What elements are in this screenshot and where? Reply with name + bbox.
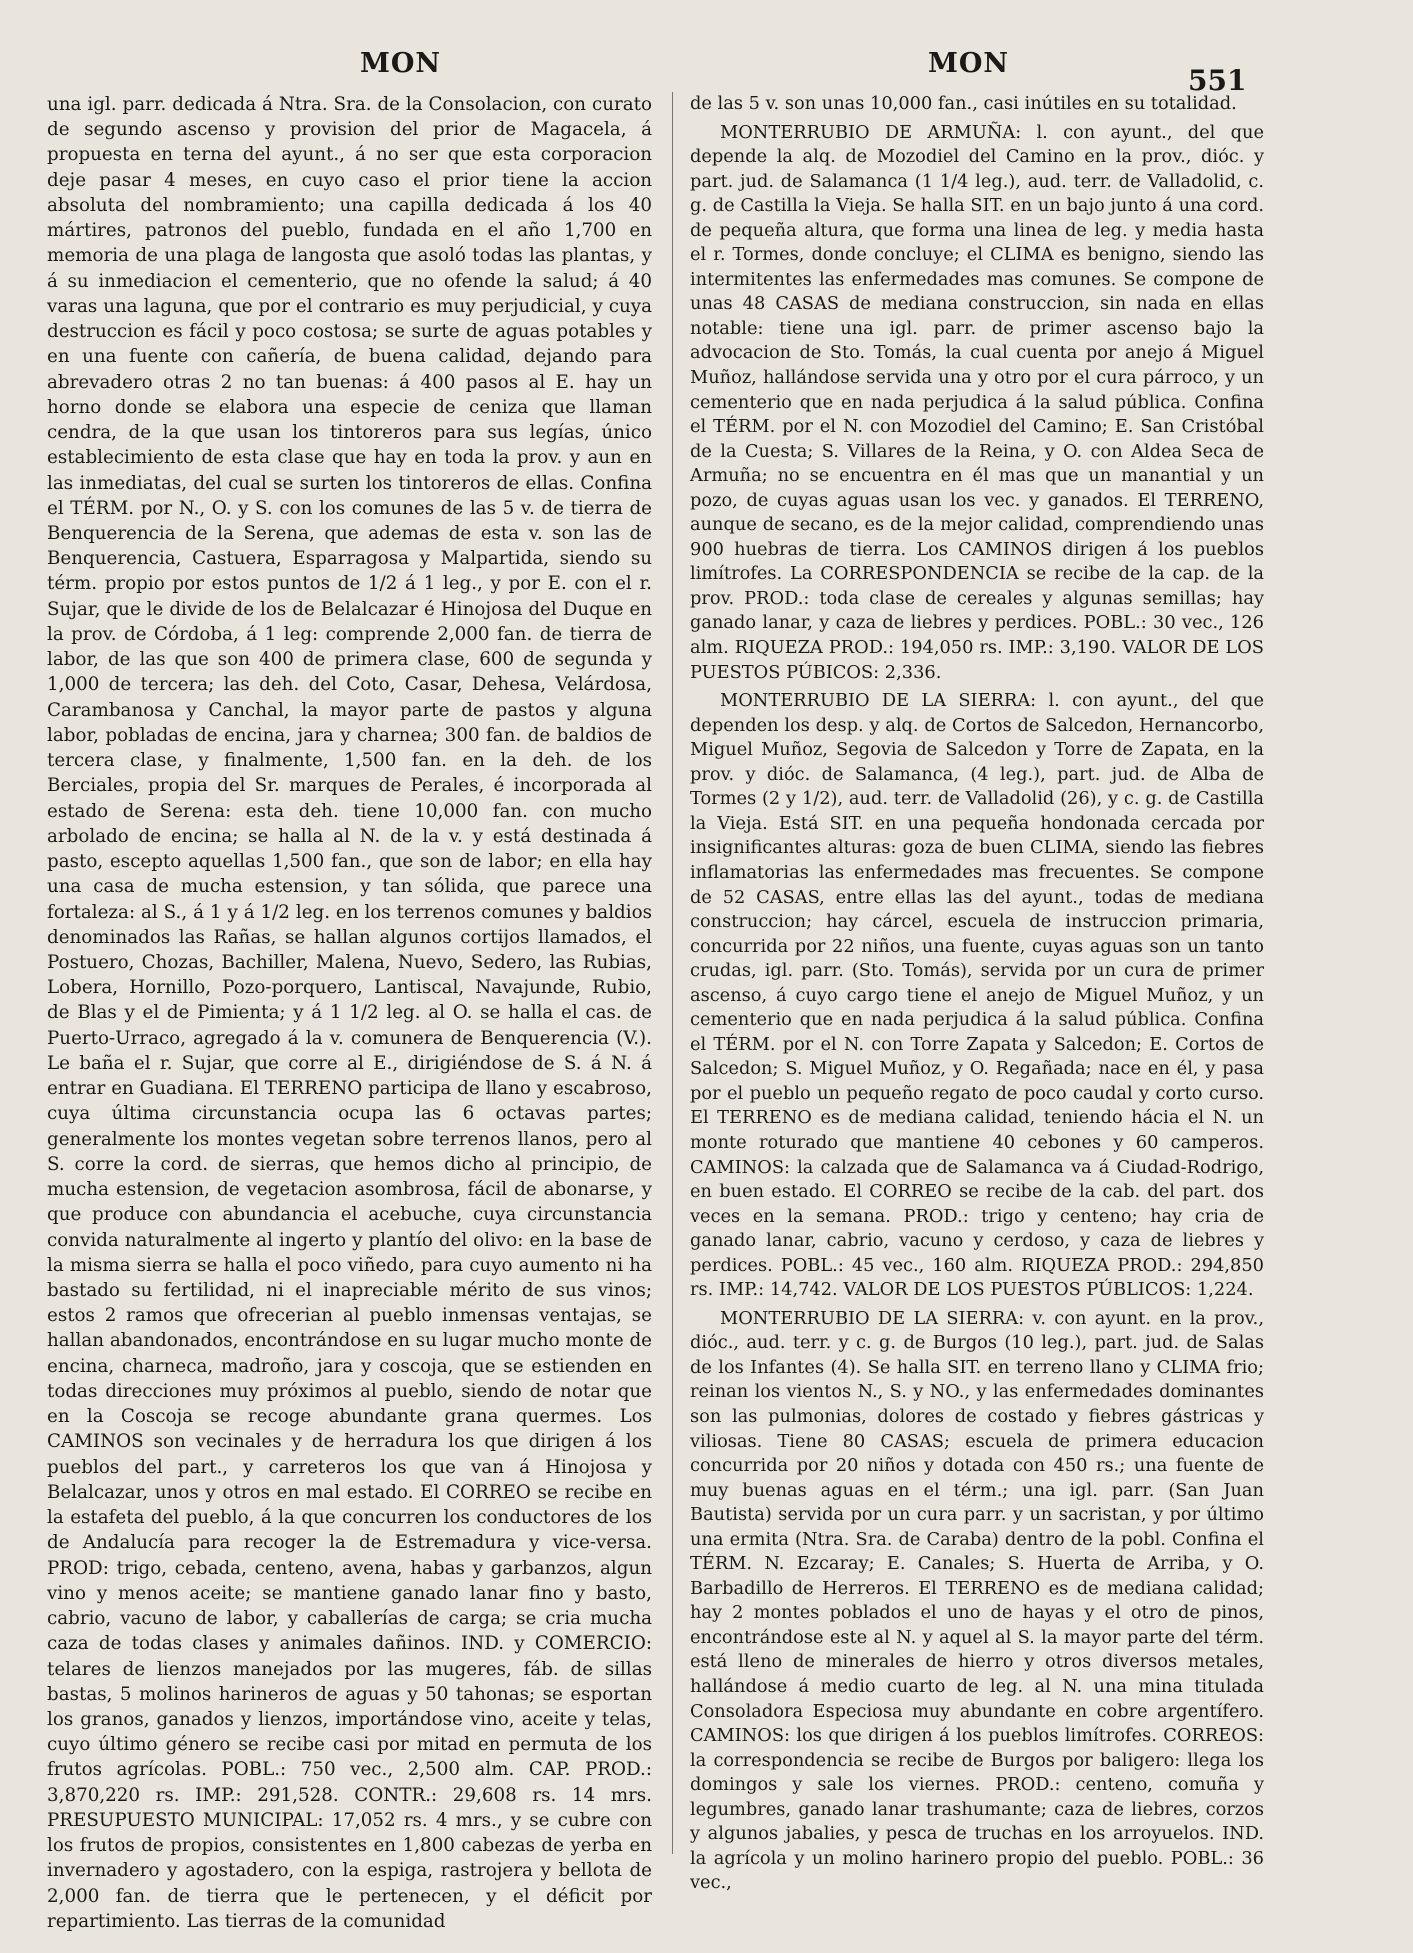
right-column [690, 92, 1264, 1896]
left-running-head: MON [360, 48, 442, 79]
right-running-head: MON [928, 48, 1010, 79]
page-number: 551 [1188, 64, 1247, 97]
entry-monterrubio-de-la-sierra-salamanca: MONTERRUBIO DE LA SIERRA: l. con ayunt., del que dependen los desp. y alq. de Cortos de Salcedon, Hernancorbo, Miguel Muñoz, Segovia de Salcedon y Torre de Zapata, en la prov. y dióc. de Salamanca, (4 leg.), part. jud. de Alba de Tormes (2 y 1/2), aud. terr. de Valladolid (26), y c. g. de Castilla la Vieja. Está SIT. en una pequeña hondonada cercada por insignificantes alturas: goza de buen CLIMA, siendo las fiebres inflamatorias las enfermedades mas frecuentes. Se compone de 52 CASAS, entre ellas las del ayunt., todas de mediana construccion; hay cárcel, escuela de instruccion primaria, concurrida por 22 niños, una fuente, cuyas aguas son un tanto crudas, igl. parr. (Sto. Tomás), servida por un cura de primer ascenso, á cuyo cargo tiene el anejo de Miguel Muñoz, y un cementerio que en nada perjudica á la salud pública. Confina el TÉRM. por el N. con Torre Zapata y Salcedon; E. Cortos de Salcedon; S. Miguel Muñoz, y O. Regañada; nace en él, y pasa por el pueblo un pequeño regato de poco caudal y corto curso. El TERRENO es de mediana calidad, teniendo hácia el N. un monte roturado que mantiene 40 cebones y 60 camperos. CAMINOS: la calzada que de Salamanca va á Ciudad-Rodrigo, en buen estado. El CORREO se recibe de la cab. del part. dos veces en la semana. PROD.: trigo y centeno; hay cria de ganado lanar, cabrio, vacuno y cerdoso, y caza de liebres y perdices. POBL.: 45 vec., 160 alm. RIQUEZA PROD.: 294,850 rs. IMP.: 14,742. VALOR DE LOS PUESTOS PÚBLICOS: 1,224. [690, 690, 1264, 1301]
left-column [47, 92, 652, 1934]
column-divider [672, 92, 673, 1854]
entry-continuation-left: una igl. parr. dedicada á Ntra. Sra. de la Consolacion, con curato de segundo ascenso y provision del prior de Magacela, á propuesta en terna del ayunt., á no ser que esta corporacion deje pasar 4 meses, en cuyo caso el prior tiene la accion absoluta del nombramiento; una capilla dedicada á los 40 mártires, patronos del pueblo, fundada en el año 1,700 en memoria de una plaga de langosta que asoló todas las plantas, y á su inmediacion el cementerio, que no ofende la salud; á 40 varas una laguna, que por el contrario es muy perjudicial, y cuya destruccion es fácil y poco costosa; se surte de aguas potables y en una fuente con cañería, de buena calidad, dejando para abrevadero otras 2 no tan buenas: á 400 pasos al E. hay un horno donde se elabora una especie de ceniza que llaman cendra, de la que usan los tintoreros para sus legías, único establecimiento de esta clase que hay en toda la prov. y aun en las inmediatas, del cual se surten los tintoreros de ellas. Confina el TÉRM. por N., O. y S. con los comunes de las 5 v. de tierra de Benquerencia de la Serena, que ademas de esta v. son las de Benquerencia, Castuera, Esparragosa y Malpartida, siendo su térm. propio por estos puntos de 1/2 á 1 leg., y por E. con el r. Sujar, que le divide de los de Belalcazar é Hinojosa del Duque en la prov. de Córdoba, á 1 leg: comprende 2,000 fan. de tierra de labor, de las que son 400 de primera clase, 600 de segunda y 1,000 de tercera; las deh. del Coto, Casar, Dehesa, Velárdosa, Carambanosa y Canchal, la mayor parte de pastos y alguna labor, pobladas de encina, jara y charnea; 300 fan. de baldios de tercera clase, y finalmente, 1,500 fan. en la deh. de los Berciales, propia del Sr. marques de Perales, é incorporada al estado de Serena: esta deh. tiene 10,000 fan. con mucho arbolado de encina; se halla al N. de la v. y está destinada á pasto, escepto aquellas 1,500 fan., que son de labor; en ella hay una casa de mucha estension, y tan sólida, que parece una fortaleza: al S., á 1 y á 1/2 leg. en los terrenos comunes y baldios denominados las Rañas, se hallan algunos cortijos llamados, el Postuero, Chozas, Bachiller, Malena, Nuevo, Sedero, las Rubias, Lobera, Hornillo, Pozo-porquero, Lantiscal, Navajunde, Rubio, de Blas y el de Pimienta; y á 1 1/2 leg. al O. se halla el cas. de Puerto-Urraco, agregado á la v. comunera de Benquerencia (V.). Le baña el r. Sujar, que corre al E., dirigiéndose de S. á N. á entrar en Guadiana. El TERRENO participa de llano y escabroso, cuya última circunstancia ocupa las 6 octavas partes; generalmente los montes vegetan sobre terrenos llanos, pero al S. corre la cord. de sierras, que hemos dicho al principio, de mucha estension, de vegetacion asombrosa, fácil de abonarse, y que produce con abundancia el acebuche, cuya circunstancia convida naturalmente al ingerto y plantío del olivo: en la base de la misma sierra se halla el poco viñedo, para cuyo aumento ni ha bastado su fertilidad, ni el inapreciable mérito de sus vinos; estos 2 ramos que ofrecerian al pueblo inmensas ventajas, se hallan abandonados, encontrándose en su lugar mucho monte de encina, charneca, madroño, jara y coscoja, que se estienden en todas direcciones muy próximos al pueblo, siendo de notar que en la Coscoja se recoge abundante grana quermes. Los CAMINOS son vecinales y de herradura los que dirigen á los pueblos del part., y carreteros los que van á Hinojosa y Belalcazar, unos y otros en mal estado. El CORREO se recibe en la estafeta del pueblo, á la que concurren los conductores de los de Andalucía para recoger la de Estremadura y vice-versa. PROD: trigo, cebada, centeno, avena, habas y garbanzos, algun vino y menos aceite; se mantiene ganado lanar fino y basto, cabrio, vacuno de labor, y caballerías de carga; se cria mucha caza de todas clases y animales dañinos. IND. y COMERCIO: telares de lienzos manejados por las mugeres, fáb. de sillas bastas, 5 molinos harineros de aguas y 50 tahonas; se esportan los granos, ganados y lienzos, importándose vino, aceite y telas, cuyo último género se recibe casi por mitad en permuta de los frutos agrícolas. POBL.: 750 vec., 2,500 alm. CAP. PROD.: 3,870,220 rs. IMP.: 291,528. CONTR.: 29,608 rs. 14 mrs. PRESUPUESTO MUNICIPAL: 17,052 rs. 4 mrs., y se cubre con los frutos de propios, consistentes en 1,800 cabezas de yerba en invernadero y agostadero, con la espiga, rastrojera y bellota de 2,000 fan. de tierra que le pertenecen, y el déficit por repartimiento. Las tierras de la comunidad [47, 94, 653, 1932]
entry-continuation-right: de las 5 v. son unas 10,000 fan., casi inútiles en su totalidad. [690, 93, 1237, 114]
entry-monterrubio-de-armuna: MONTERRUBIO DE ARMUÑA: l. con ayunt., del que depende la alq. de Mozodiel del Camino en la prov., dióc. y part. jud. de Salamanca (1 1/4 leg.), aud. terr. de Valladolid, c. g. de Castilla la Vieja. Se halla SIT. en un bajo junto á una cord. de pequeña altura, que forma una linea de leg. y media hasta el r. Tormes, donde concluye; el CLIMA es benigno, siendo las intermitentes las enfermedades mas comunes. Se compone de unas 48 CASAS de mediana construccion, sin nada en ellas notable: tiene una igl. parr. de primer ascenso bajo la advocacion de Sto. Tomás, la cual cuenta por anejo á Miguel Muñoz, hallándose servida una y otro por el cura párroco, y un cementerio que en nada perjudica á la salud pública. Confina el TÉRM. por el N. con Mozodiel del Camino; E. San Cristóbal de la Cuesta; S. Villares de la Reina, y O. con Aldea Seca de Armuña; no se encuentra en él mas que un manantial y un pozo, de cuyas aguas usan los vec. y ganados. El TERRENO, aunque de secano, es de la mejor calidad, comprendiendo unas 900 huebras de tierra. Los CAMINOS dirigen á los pueblos limítrofes. La CORRESPONDENCIA se recibe de la cap. de la prov. PROD.: toda clase de cereales y algunas semillas; hay ganado lanar, y caza de liebres y perdices. POBL.: 30 vec., 126 alm. RIQUEZA PROD.: 194,050 rs. IMP.: 3,190. VALOR DE LOS PUESTOS PÚBICOS: 2,336. [690, 121, 1264, 683]
entry-monterrubio-de-la-sierra-burgos: MONTERRUBIO DE LA SIERRA: v. con ayunt. en la prov., dióc., aud. terr. y c. g. de Burgos (10 leg.), part. jud. de Salas de los Infantes (4). Se halla SIT. en terreno llano y CLIMA frio; reinan los vientos N., S. y NO., y las enfermedades dominantes son las pulmonias, dolores de costado y fiebres gástricas y viliosas. Tiene 80 CASAS; escuela de primera educacion concurrida por 20 niños y dotada con 450 rs.; una fuente de muy buenas aguas en el térm.; una igl. parr. (San Juan Bautista) servida por un cura parr. y un sacristan, y por último una ermita (Ntra. Sra. de Caraba) dentro de la pobl. Confina el TÉRM. N. Ezcaray; E. Canales; S. Huerta de Arriba, y O. Barbadillo de Herreros. El TERRENO es de mediana calidad; hay 2 montes poblados el uno de hayas y el otro de pinos, encontrándose este al N. y aquel al S. la mayor parte del térm. está lleno de minerales de hierro y otros diversos metales, hallándose á medio cuarto de leg. al N. una mina titulada Consoladora Especiosa muy abundante en cobre argentífero. CAMINOS: los que dirigen á los pueblos limítrofes. CORREOS: la correspondencia se recibe de Burgos por baligero: llega los domingos y sale los viernes. PROD.: centeno, comuña y legumbres, ganado lanar trashumante; caza de liebres, corzos y algunos jabalies, y pesca de truchas en los arroyuelos. IND. la agrícola y un molino harinero propio del pueblo. POBL.: 36 vec., [690, 1307, 1264, 1894]
